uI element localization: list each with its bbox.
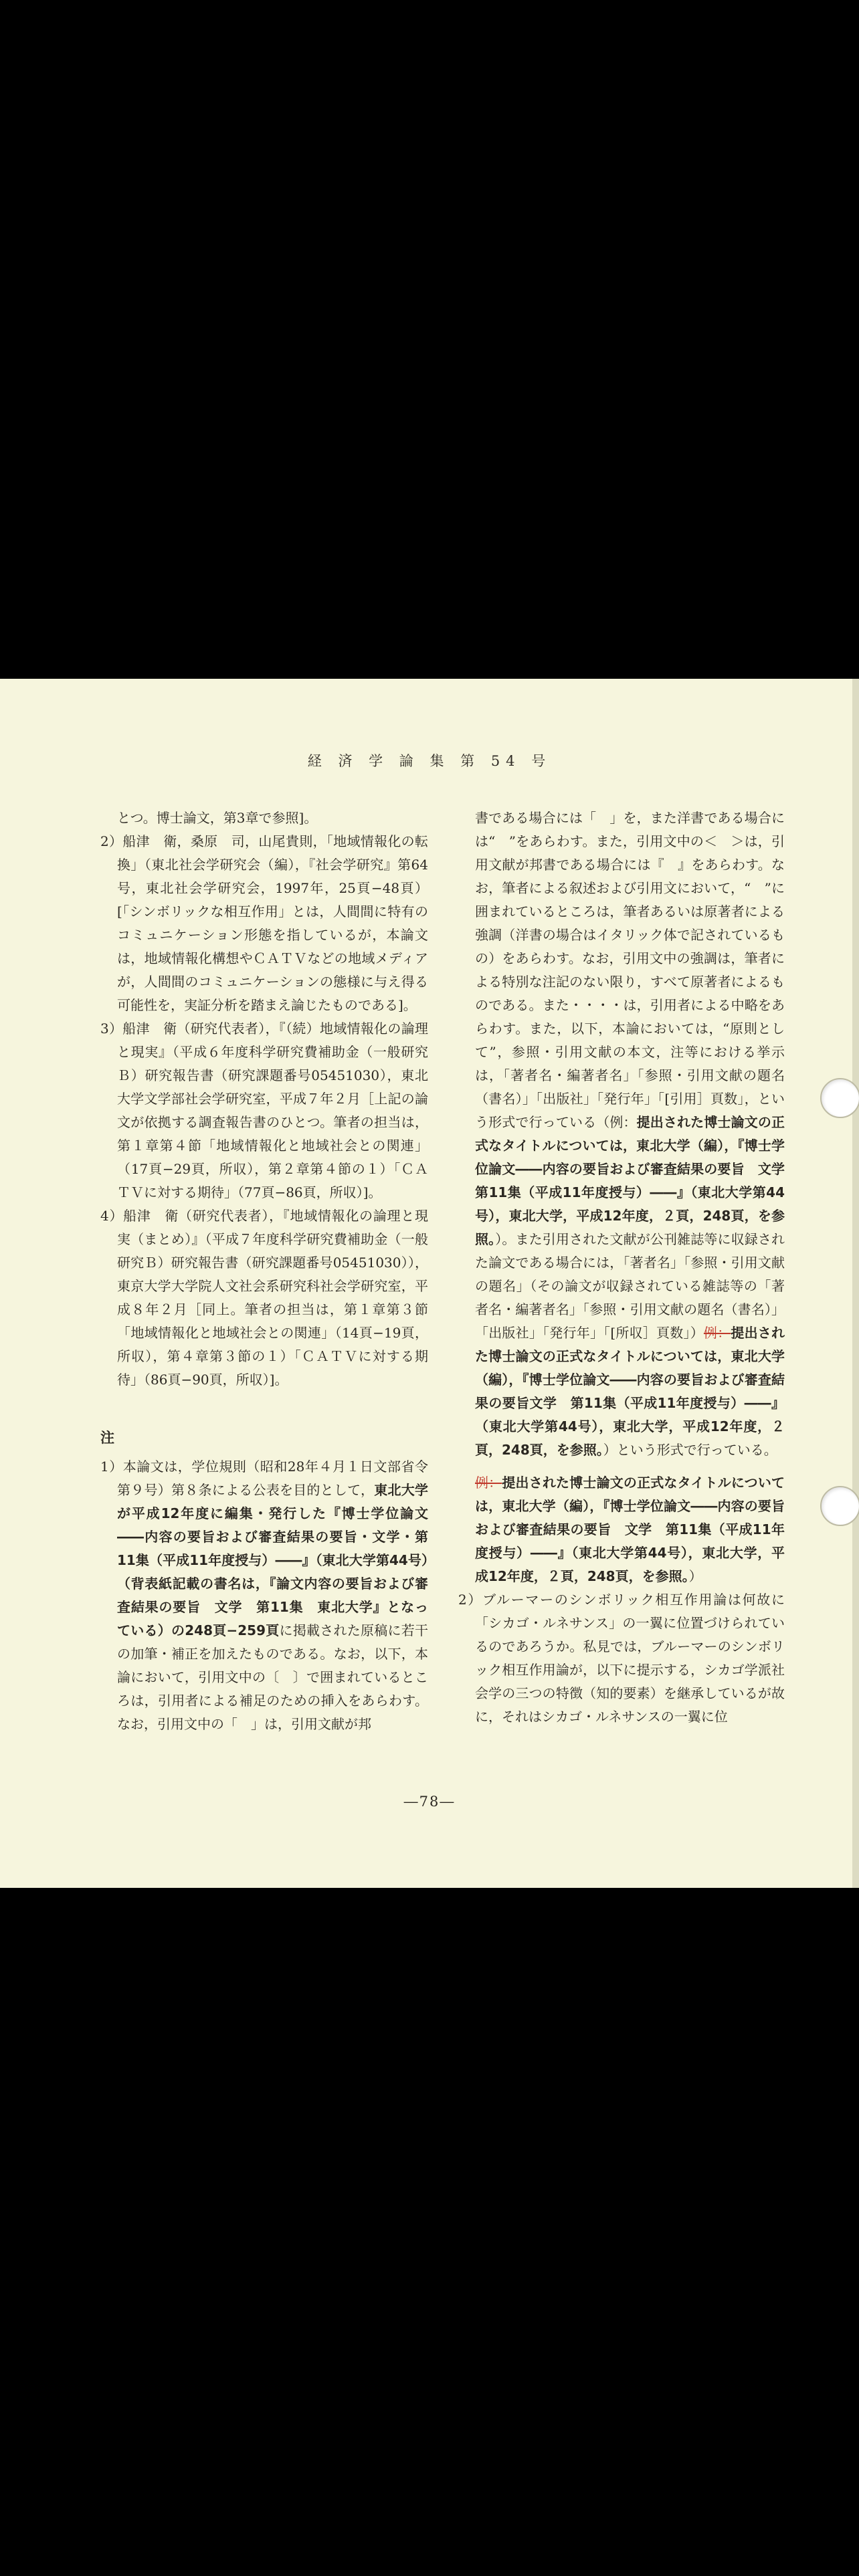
- running-header: 経 済 学 論 集 第 54 号: [307, 753, 552, 769]
- punch-hole-bottom: [820, 1486, 859, 1526]
- note-1-correction: [458, 1471, 785, 1588]
- page-number: ―78―: [403, 1794, 456, 1810]
- right-column: [458, 807, 798, 1729]
- note-1-text-start: 1）本論文は，学位規則（昭和28年４月１日文部省令第９号）第８条による公表を目的として，: [100, 1459, 428, 1498]
- reference-continuation: とつ。博士論文，第3章で参照]。: [117, 810, 318, 826]
- note-2: 2）ブルーマーのシンボリック相互作用論は何故に「シカゴ・ルネサンス」の一翼に位置づけられているのであろうか。私見では，ブルーマーのシンボリック相互作用論が，以下に提示する，シカゴ学派社会学の三つの特徴（知的要素）を継承しているが故に，それはシカゴ・ルネサンスの一翼に位: [458, 1592, 785, 1725]
- reference-item-2: 2）船津 衛，桑原 司，山尾貴則，「地域情報化の転換」（東北社会学研究会（編），『社会学研究』第64号，東北社会学研究会，1997年，25頁−48頁）[「シンボリックな相互作用」とは，人間間に特有のコミュニケーション形態を指しているが，本論文は，地域情報化構想やＣＡＴＶなどの地域メディアが，人間間のコミュニケーションの態様に与え得る可能性を，実証分析を踏まえ論じたものである]。: [100, 833, 428, 1013]
- scan-edge-right: [852, 679, 859, 1888]
- note-1-cont-text-3: ）という形式で行っている。: [603, 1442, 777, 1458]
- note-1-close: ）: [688, 1568, 702, 1584]
- note-1-text-end: に掲載された原稿に若干の加筆・補正を加えたものである。なお，以下，本論において，引用文中の〔 〕で囲まれているところは，引用者による補足のための挿入をあらわす。なお，引用文中の「 」は，引用文献が邦: [117, 1622, 428, 1732]
- note-1-cont-text-2: ）。また引用された文献が公刊雑誌等に収録された論文である場合には，「著者名」「参照・引用文献の題名」（その論文が収録されている雑誌等の「著者名・編著者名」「参照・引用文献の題名（書名）」「出版社」「発行年」「[所収］頁数」）: [475, 1231, 785, 1341]
- handwritten-strike-mark: 例：: [703, 1325, 731, 1341]
- handwritten-strike-mark-2: 例：: [475, 1475, 502, 1491]
- note-1-example-3: 提出された博士論文の正式なタイトルについては，東北大学（編），『博士学位論文――内容の要旨および審査結果の要旨 文学 第11集（平成11年度授与）――』（東北大学第44号），東北大学，平成12年度，２頁，248頁，を参照。: [475, 1475, 785, 1584]
- punch-hole-top: [820, 1078, 859, 1118]
- note-1-continuation: [458, 807, 798, 1462]
- note-1-bold-citation: 東北大学が平成12年度に編集・発行した『博士学位論文――内容の要旨および審査結果の要旨・文学・第11集（平成11年度授与）――』（東北大学第44号）（背表紙記載の書名は，『論文内容の要旨および審査結果の要旨 文学 第11集 東北大学』となっている）の248頁−259頁: [117, 1482, 429, 1638]
- note-1-cont-text: 書である場合には「 」を，また洋書である場合には“ ”をあらわす。また，引用文中の＜ ＞は，引用文献が邦書である場合には『 』をあらわす。なお，筆者による叙述および引用文において，“ ”に囲まれているところは，筆者あるいは原著者による強調（洋書の場合はイタリック体で記されているもの）をあらわす。なお，引用文中の強調は，筆者による特別な注記のない限り，すべて原著者によるものである。また・・・・は，引用者による中略をあらわす。また，以下，本論においては，“原則として”，参照・引用文献の本文，注等における挙示は，「著者名・編著者名」「参照・引用文献の題名（書名）」「出版社」「発行年」「[引用］頁数」，という形式で行っている（例：: [475, 810, 785, 1130]
- reference-item-3: 3）船津 衛（研究代表者），『（続）地域情報化の論理と現実』（平成６年度科学研究費補助金（一般研究Ｂ）研究報告書（研究課題番号05451030），東北大学文学部社会学研究室，平成７年２月［上記の論文が依拠する調査報告書のひとつ。筆者の担当は，第１章第４節「地域情報化と地域社会との関連」（17頁−29頁，所収），第２章第４節の１）「ＣＡＴＶに対する期待」（77頁−86頁，所収）]。: [100, 1021, 428, 1200]
- note-1-example-2: 提出された博士論文の正式なタイトルについては，東北大学（編），『博士学位論文――内容の要旨および審査結果の要旨文学 第11集（平成11年度授与）――』（東北大学第44号），東北大学，平成12年度，２頁，248頁，を参照。: [475, 1325, 785, 1458]
- note-1-example-1: 提出された博士論文の正式なタイトルについては，東北大学（編），『博士学位論文――内容の要旨および審査結果の要旨 文学 第11集（平成11年度授与）――』（東北大学第44号），東北大学，平成12年度，２頁，248頁，を参照。: [475, 1114, 798, 1247]
- note-1: [100, 1455, 428, 1736]
- notes-heading: 注: [100, 1430, 114, 1446]
- left-column: [100, 807, 428, 1736]
- reference-item-4: 4）船津 衛（研究代表者），『地域情報化の論理と現実（まとめ）』（平成７年度科学研究費補助金（一般研究Ｂ）研究報告書（研究課題番号05451030）），東京大学大学院人文社会系研究科社会学研究室，平成８年２月［同上。筆者の担当は，第１章第３節「地域情報化と地域社会との関連」（14頁−19頁，所収），第４章第３節の１）「ＣＡＴＶに対する期待」（86頁−90頁，所収）]。: [100, 1208, 428, 1388]
